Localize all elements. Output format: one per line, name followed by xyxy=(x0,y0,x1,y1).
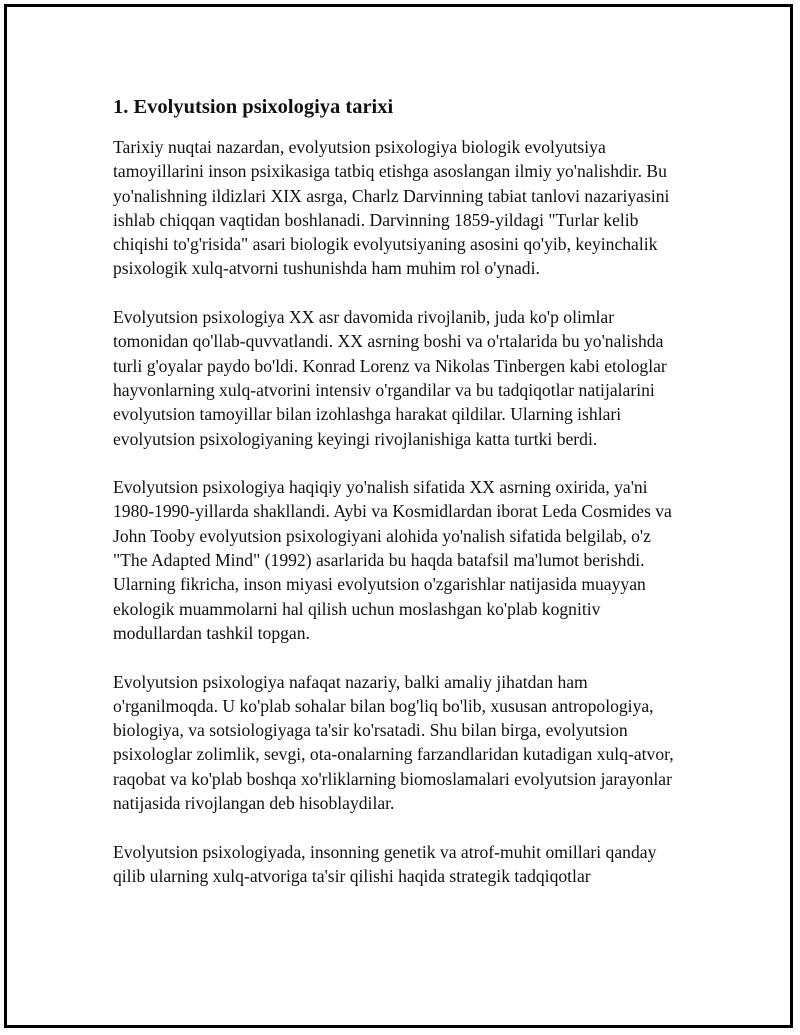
section-heading: 1. Evolyutsion psixologiya tarixi xyxy=(113,96,394,118)
paragraph-1: Tarixiy nuqtai nazardan, evolyutsion psixologiya biologik evolyutsiya tamoyillarini inson psixikasiga tatbiq etishga asoslangan ilmiy yo'nalishdir. Bu yo'nalishning ildizlari XIX asrga, Charlz Darvinning tabiat tanlovi nazariyasini ishlab chiqqan vaqtidan boshlanadi. Darvinning 1859-yildagi "Turlar kelib chiqishi to'g'risida" asari biologik evolyutsiyaning asosini qo'yib, keyinchalik psixologik xulq-atvorni tushunishda ham muhim rol o'ynadi. xyxy=(113,137,670,279)
document-body xyxy=(113,93,683,913)
paragraph-3: Evolyutsion psixologiya haqiqiy yo'nalish sifatida XX asrning oxirida, ya'ni 1980-1990-yillarda shakllandi. Aybi va Kosmidlardan iborat Leda Cosmides va John Tooby evolyutsion psixologiyani alohida yo'nalish sifatida belgilab, o'z "The Adapted Mind" (1992) asarlarida bu haqda batafsil ma'lumot berishdi. Ularning fikricha, inson miyasi evolyutsion o'zgarishlar natijasida muayyan ekologik muammolarni hal qilish uchun moslashgan ko'plab kognitiv modullardan tashkil topgan. xyxy=(113,477,672,643)
paragraph-2: Evolyutsion psixologiya XX asr davomida rivojlanib, juda ko'p olimlar tomonidan qo'llab-quvvatlandi. XX asrning boshi va o'rtalarida bu yo'nalishda turli g'oyalar paydo bo'ldi. Konrad Lorenz va Nikolas Tinbergen kabi etologlar hayvonlarning xulq-atvorini intensiv o'rgandilar va bu tadqiqotlar natijalarini evolyutsion tamoyillar bilan izohlashga harakat qildilar. Ularning ishlari evolyutsion psixologiyaning keyingi rivojlanishiga katta turtki berdi. xyxy=(113,307,667,449)
paragraph-4: Evolyutsion psixologiya nafaqat nazariy, balki amaliy jihatdan ham o'rganilmoqda. U ko'plab sohalar bilan bog'liq bo'lib, xususan antropologiya, biologiya, va sotsiologiyaga ta'sir ko'rsatadi. Shu bilan birga, evolyutsion psixologlar zolimlik, sevgi, ota-onalarning farzandlaridan kutadigan xulq-atvor, raqobat va ko'plab boshqa xo'rliklarning biomoslamalari evolyutsion jarayonlar natijasida rivojlangan deb hisoblaydilar. xyxy=(113,671,674,814)
paragraph-5: Evolyutsion psixologiyada, insonning genetik va atrof-muhit omillari qanday qilib ularning xulq-atvoriga ta'sir qilishi haqida strategik tadqiqotlar xyxy=(113,841,657,886)
